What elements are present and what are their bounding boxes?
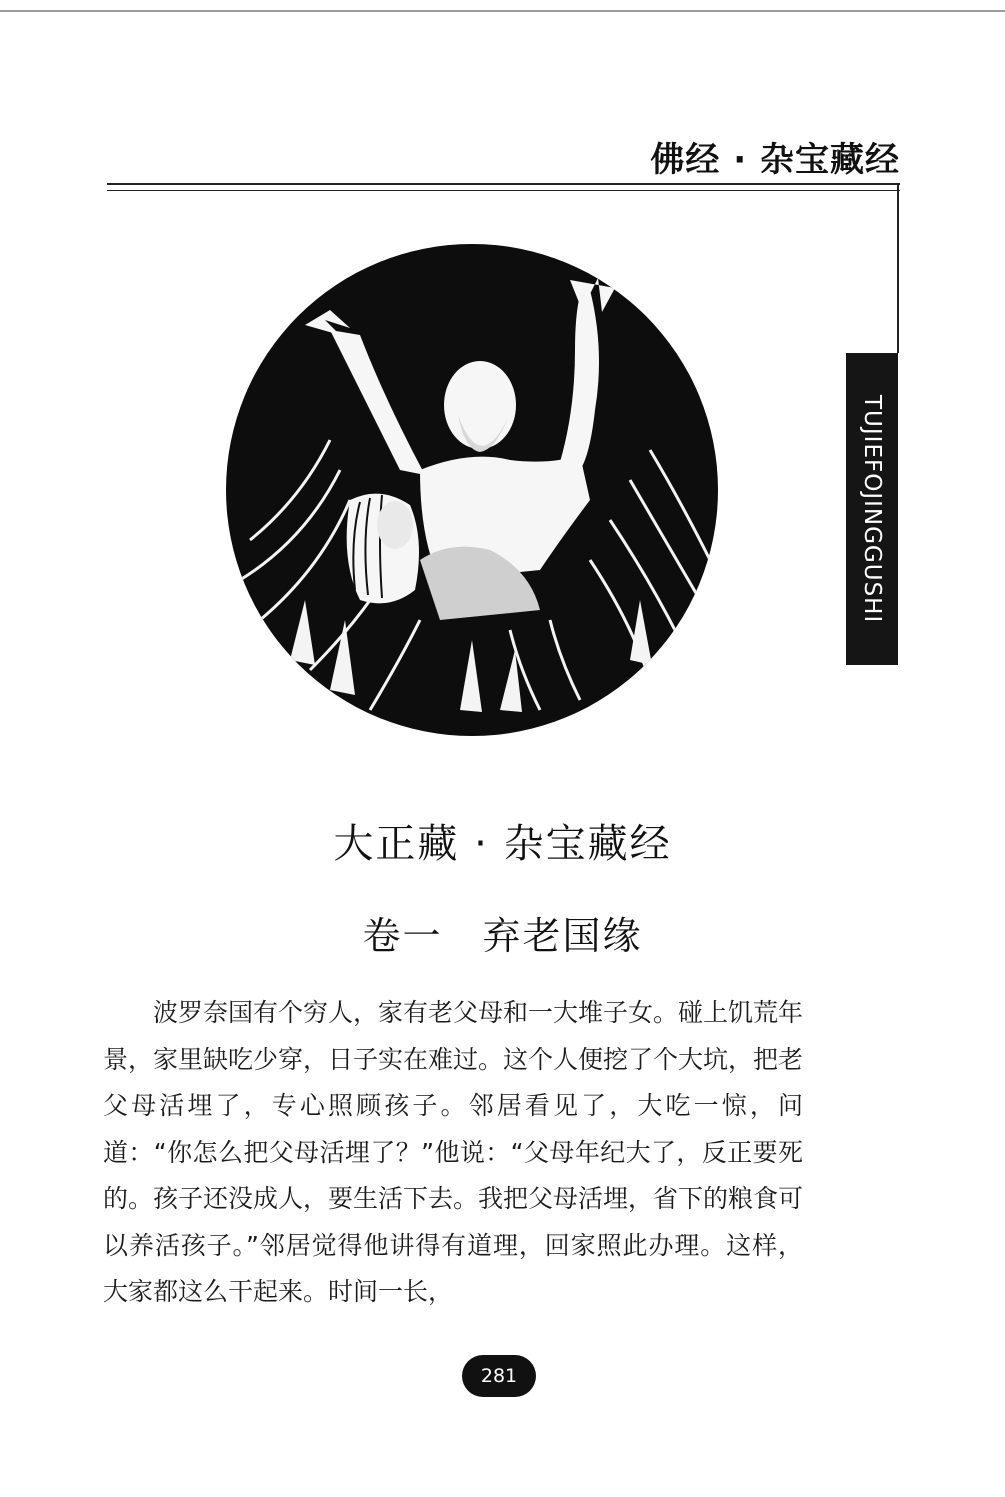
header-rule-thin	[107, 190, 900, 191]
circular-woodcut-illustration-icon	[210, 240, 730, 750]
page-number-badge	[462, 1355, 536, 1397]
chapter-title	[0, 905, 1005, 960]
header-rule-vertical	[897, 183, 899, 353]
running-header-title: 佛经 · 杂宝藏经	[650, 140, 900, 180]
chapter-volume: 卷一	[362, 914, 443, 958]
book-title: 大正藏 · 杂宝藏经	[333, 821, 672, 867]
header-rule-thick	[107, 183, 900, 185]
body-paragraph: 波罗奈国有个穷人，家有老父母和一大堆子女。碰上饥荒年景，家里缺吃少穿，日子实在难过。这个人便挖了个大坑，把老父母活埋了，专心照顾孩子。邻居看见了，大吃一惊，问道：“你怎么把父母活埋了？”他说：“父母年纪大了，反正要死的。孩子还没成人，要生活下去。我把父母活埋，省下的粮食可以养活孩子。”邻居觉得他讲得有道理，回家照此办理。这样，大家都这么干起来。时间一长，	[103, 998, 804, 1306]
page-top-edge	[0, 10, 1005, 12]
side-tab-label: TUJIEFOJINGGUSHI	[859, 394, 885, 624]
story-title: 弃老国缘	[482, 914, 643, 958]
page-number: 281	[480, 1365, 518, 1387]
side-tab	[846, 353, 898, 665]
